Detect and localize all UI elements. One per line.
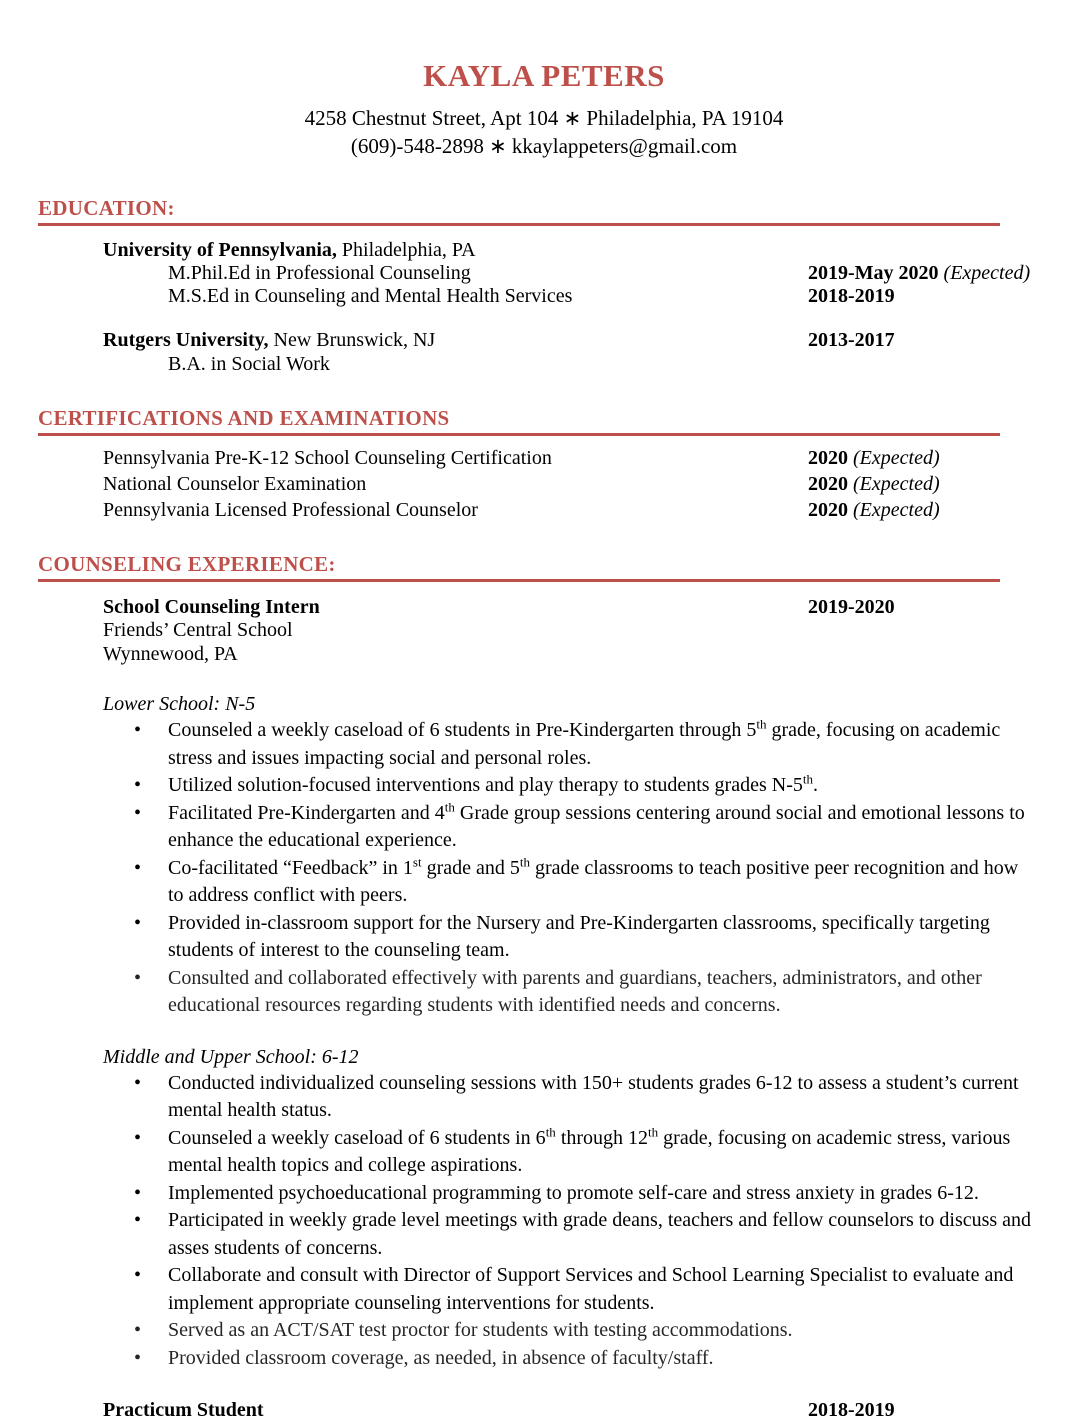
certification-date <box>808 499 1038 522</box>
bullet-item: • Counseled a weekly caseload of 6 students in 6th through 12th grade, focusing on academic stress, various mental health topics and college aspirations. <box>168 1125 1038 1180</box>
education-section <box>38 196 1038 376</box>
certification-date <box>808 447 1038 470</box>
degree-date-value: 2018-2019 <box>808 285 895 307</box>
degree-text: M.Phil.Ed in Professional Counseling <box>168 262 471 284</box>
school-location: New Brunswick, NJ <box>268 329 436 351</box>
role-location: Wynnewood, PA <box>103 642 238 665</box>
bullet-item: • Served as an ACT/SAT test proctor for students with testing accommodations. <box>168 1317 1038 1345</box>
certification-row <box>38 447 1038 470</box>
resume-header <box>0 58 1088 160</box>
school-location: Philadelphia, PA <box>336 239 476 261</box>
school-name: University of Pennsylvania, <box>103 239 337 261</box>
certification-date-value: 2020 <box>808 499 848 521</box>
bullet-item: • Participated in weekly grade level meetings with grade deans, teachers and fellow counselors to discuss and asses students of concerns. <box>168 1207 1038 1262</box>
bullet-item: • Co-facilitated “Feedback” in 1st grade and 5th grade classrooms to teach positive peer recognition and how to address conflict with peers. <box>168 855 1038 910</box>
role-row <box>38 1398 1038 1422</box>
bullet-item: • Provided in-classroom support for the Nursery and Pre-Kindergarten classrooms, specifically targeting students of interest to the counseling team. <box>168 910 1038 965</box>
certification-text: Pennsylvania Licensed Professional Counselor <box>103 499 478 521</box>
certification-date-value: 2020 <box>808 447 848 469</box>
subsection-label-lower-school: Lower School: N-5 <box>103 693 256 715</box>
degree-date-note: (Expected) <box>938 262 1031 284</box>
role-org: Friends’ Central School <box>103 619 293 641</box>
role-title: School Counseling Intern <box>103 596 320 618</box>
bullet-item: • Conducted individualized counseling sessions with 150+ students grades 6-12 to assess a student’s current mental health status. <box>168 1070 1038 1125</box>
certification-date-value: 2020 <box>808 473 848 495</box>
certification-date-note: (Expected) <box>848 499 940 521</box>
degree-row <box>38 285 1038 308</box>
bullet-item: • Utilized solution-focused interventions and play therapy to students grades N-5th. <box>168 772 1038 800</box>
role-date: 2018-2019 <box>808 1399 895 1421</box>
certification-date <box>808 473 1038 496</box>
address-line: 4258 Chestnut Street, Apt 104 ∗ Philadelphia, PA 19104 <box>304 106 784 130</box>
degree-list <box>38 262 1038 308</box>
role-title: Practicum Student <box>103 1399 264 1421</box>
bullet-item: • Implemented psychoeducational programming to promote self-care and stress anxiety in grades 6-12. <box>168 1180 1038 1208</box>
school-date: 2013-2017 <box>808 329 895 351</box>
certification-text: National Counselor Examination <box>103 473 367 495</box>
school-name-line <box>38 239 808 262</box>
degree-text: B.A. in Social Work <box>168 353 330 375</box>
bullet-item: • Consulted and collaborated effectively with parents and guardians, teachers, administrators, and other educational resources regarding students with identified needs and concerns. <box>168 965 1038 1020</box>
degree-date-value: 2019-May 2020 <box>808 262 939 284</box>
certification-text: Pennsylvania Pre-K-12 School Counseling Certification <box>103 447 552 469</box>
school-row <box>38 329 1038 352</box>
contact-line: (609)-548-2898 ∗ kkaylappeters@gmail.com <box>350 134 738 158</box>
person-name: KAYLA PETERS <box>423 58 665 93</box>
certification-date-note: (Expected) <box>848 447 940 469</box>
experience-section <box>38 552 1038 1422</box>
certifications-section <box>38 406 1038 522</box>
role-row <box>38 595 1038 619</box>
bullet-list-middle-upper-school <box>38 1070 1038 1373</box>
degree-text: M.S.Ed in Counseling and Mental Health Services <box>168 285 573 307</box>
school-name-line <box>38 329 808 352</box>
bullet-item: • Provided classroom coverage, as needed, in absence of faculty/staff. <box>168 1345 1038 1373</box>
education-heading: EDUCATION: <box>38 196 1000 226</box>
subsection-label-middle-upper-school: Middle and Upper School: 6-12 <box>103 1045 359 1068</box>
education-school-upenn <box>38 239 1038 308</box>
education-school-rutgers <box>38 329 1038 376</box>
degree-row <box>38 262 1038 285</box>
experience-heading: COUNSELING EXPERIENCE: <box>38 552 1000 582</box>
certifications-heading: CERTIFICATIONS AND EXAMINATIONS <box>38 406 1000 436</box>
degree-date <box>808 285 1038 308</box>
certification-date-note: (Expected) <box>848 473 940 495</box>
degree-date <box>808 262 1038 285</box>
certification-list <box>38 447 1038 522</box>
school-name: Rutgers University, <box>103 329 269 351</box>
school-row <box>38 239 1038 262</box>
bullet-item: • Facilitated Pre-Kindergarten and 4th Grade group sessions centering around social and emotional lessons to enhance the educational experience. <box>168 800 1038 855</box>
bullet-item: • Counseled a weekly caseload of 6 students in Pre-Kindergarten through 5th grade, focusing on academic stress and issues impacting social and personal roles. <box>168 717 1038 772</box>
role-date: 2019-2020 <box>808 596 895 618</box>
bullet-list-lower-school <box>38 717 1038 1020</box>
certification-row <box>38 499 1038 522</box>
certification-row <box>38 473 1038 496</box>
bullet-item: • Collaborate and consult with Director of Support Services and School Learning Specialist to evaluate and implement appropriate counseling interventions for students. <box>168 1262 1038 1317</box>
